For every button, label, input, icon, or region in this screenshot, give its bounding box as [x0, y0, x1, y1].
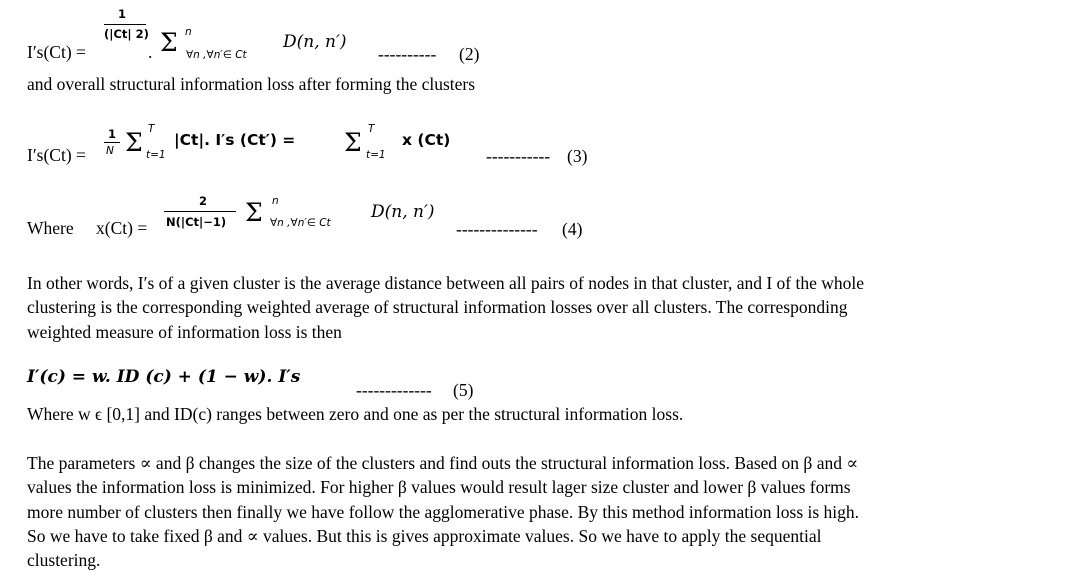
- eq3-frac-denominator: N: [106, 145, 114, 157]
- eq2-dot: .: [148, 42, 153, 62]
- paragraph-2-line: values the information loss is minimized. For higher β values would result lager size cluster and lower β values forms: [27, 477, 851, 498]
- eq2-term: D(n, n′): [283, 32, 347, 52]
- paragraph-2-line: clustering.: [27, 550, 101, 571]
- paragraph-1-line: clustering is the corresponding weighted average of structural information losses over all clusters. The corresponding: [27, 297, 848, 318]
- eq4-term: D(n, n′): [371, 202, 435, 222]
- eq4-where: Where: [27, 218, 74, 238]
- eq3-frac-numerator: 1: [108, 127, 117, 141]
- eq3-sum-top: T: [148, 123, 155, 135]
- eq3-sum2-top: T: [368, 123, 375, 135]
- eq2-frac-bar: [104, 24, 146, 25]
- eq3-lhs: I′s(Ct) =: [27, 145, 86, 165]
- eq3-rhs: x (Ct): [402, 131, 451, 149]
- paragraph-2: [27, 451, 1007, 572]
- eq2-sigma: Σ: [160, 28, 178, 57]
- eq4-number: (4): [562, 219, 583, 239]
- eq5-dashes: -------------: [356, 380, 432, 400]
- paragraph-1-line: weighted measure of information loss is then: [27, 321, 342, 342]
- eq4-dashes: --------------: [456, 219, 538, 239]
- paragraph-1: [27, 271, 1007, 344]
- eq2-sum-top: n: [185, 26, 192, 38]
- eq4-sum-top: n: [272, 195, 279, 207]
- paragraph-2-line: more number of clusters then finally we have follow the agglomerative phase. By this method information loss is high.: [27, 501, 860, 522]
- eq2-lhs: I′s(Ct) =: [27, 42, 86, 62]
- eq2-sum-bottom: ∀n ,∀n′∈ Ct: [186, 49, 247, 61]
- paragraph-2-line: So we have to take fixed β and ∝ values. But this is gives approximate values. So we have to apply the sequential: [27, 525, 822, 546]
- eq3-middle: |Ct|. I′s (Ct′) =: [174, 131, 296, 149]
- eq4-frac-numerator: 2: [199, 194, 208, 208]
- eq2-dashes: ----------: [378, 44, 437, 64]
- eq5-formula: I′(c) = w. ID (c) + (1 − w). I′s: [27, 367, 301, 387]
- paragraph-1-line: In other words, I′s of a given cluster is the average distance between all pairs of nodes in that cluster, and I of the whole: [27, 273, 865, 293]
- eq3-sigma2: Σ: [344, 128, 362, 157]
- eq2-number: (2): [459, 44, 480, 64]
- text-line-after-eq2: and overall structural information loss after forming the clusters: [27, 74, 476, 94]
- eq4-sigma: Σ: [245, 198, 263, 227]
- eq4-sum-bottom: ∀n ,∀n′∈ Ct: [270, 217, 331, 229]
- text-line-after-eq5: Where w ϵ [0,1] and ID(c) ranges between zero and one as per the structural information loss.: [27, 404, 684, 424]
- eq3-sum-bottom: t=1: [146, 149, 166, 161]
- eq3-number: (3): [567, 146, 588, 166]
- eq4-lhs: x(Ct) =: [96, 218, 148, 238]
- eq3-dashes: -----------: [486, 146, 551, 166]
- eq2-frac-denominator: (|Ct| 2): [104, 27, 149, 41]
- paragraph-2-line: The parameters ∝ and β changes the size of the clusters and find outs the structural information loss. Based on β and ∝: [27, 453, 859, 473]
- eq2-frac-numerator: 1: [118, 7, 127, 21]
- eq3-sum2-bottom: t=1: [366, 149, 386, 161]
- eq4-frac-bar: [164, 211, 236, 212]
- eq5-number: (5): [453, 380, 474, 400]
- eq3-frac-bar: [104, 142, 120, 143]
- eq3-sigma: Σ: [125, 128, 143, 157]
- eq4-frac-denominator: N(|Ct|−1): [166, 215, 227, 229]
